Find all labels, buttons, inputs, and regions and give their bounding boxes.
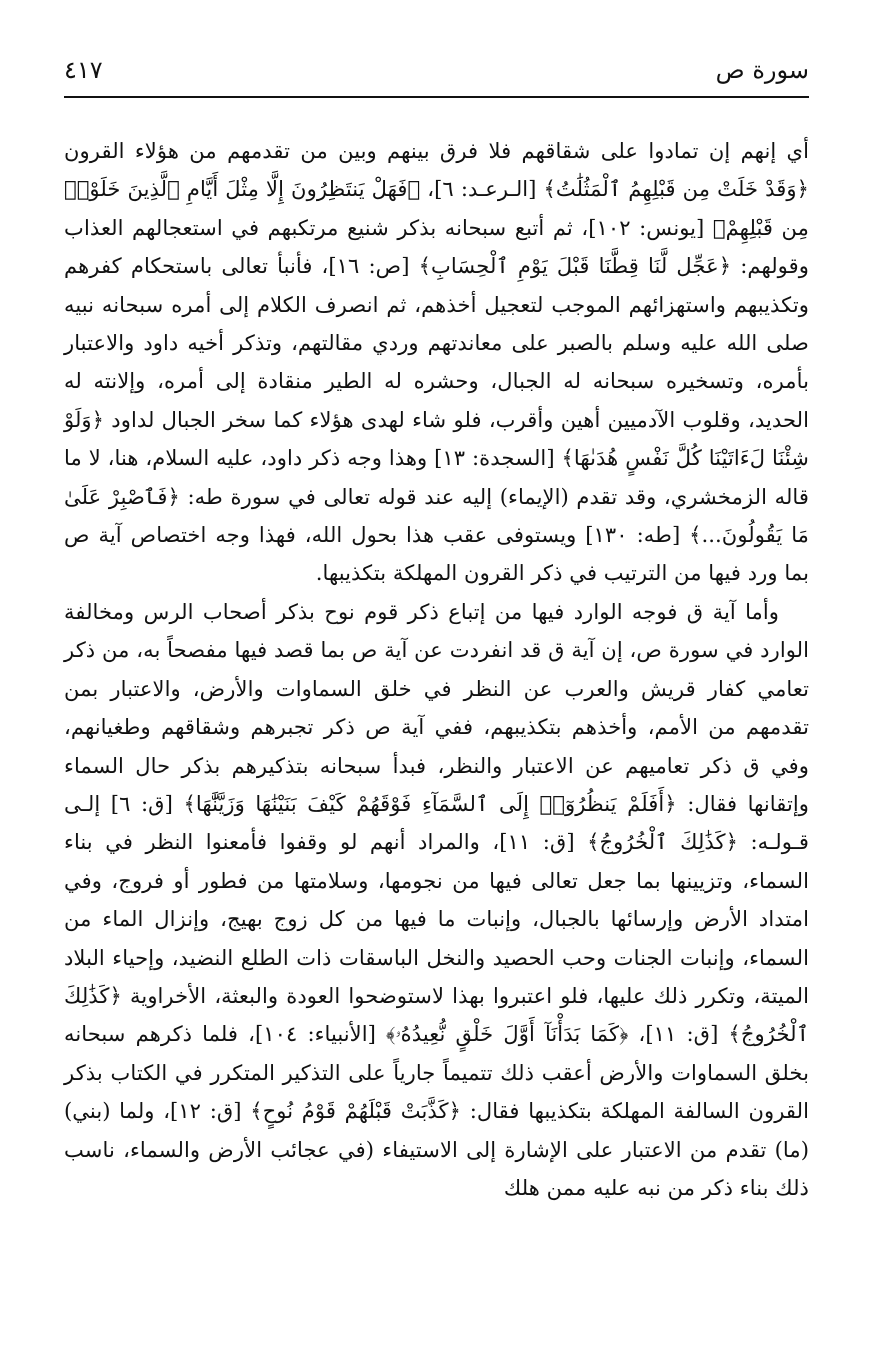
page-body [64, 132, 809, 1207]
page-header [64, 46, 809, 96]
paragraph: وأما آية ق فوجه الوارد فيها من إتباع ذكر قوم نوح بذكر أصحاب الرس ومخالفة الوارد في سورة ص، إن آية ق قد انفردت عن آية ص بما قصد فيها مفصحاً به، من ذكر تعامي كفار قريش والعرب عن النظر في خلق السماوات والأرض، والاعتبار بمن تقدمهم من الأمم، وأخذهم بتكذيبهم، ففي آية ص ذكر تجبرهم وشقاقهم وطغيانهم، وفي ق ذكر تعاميهم عن الاعتبار والنظر، فبدأ سبحانه بتذكيرهم بذكر حال السماء وإتقانها فقال: ﴿أَفَلَمْ يَنظُرُوٓا۟ إِلَى ٱلسَّمَآءِ فَوْقَهُمْ كَيْفَ بَنَيْنَٰهَا وَزَيَّنَّٰهَا﴾ [ق: ٦] إلـى قـولـه: ﴿كَذَٰلِكَ ٱلْخُرُوجُ﴾ [ق: ١١]، والمراد أنهم لو وقفوا فأمعنوا النظر في بناء السماء، وتزيينها بما جعل تعالى فيها من نجومها، وسلامتها من فطور أو فروج، وفي امتداد الأرض وإرسائها بالجبال، وإنبات ما فيها من كل زوج بهيج، وإنزال الماء من السماء، وإنبات الجنات وحب الحصيد والنخل الباسقات ذات الطلع النضيد، وإحياء البلاد الميتة، وتكرر ذلك عليها، فلو اعتبروا بهذا لاستوضحوا العودة والبعثة، الأخراوية ﴿كَذَٰلِكَ ٱلْخُرُوجُ﴾ [ق: ١١]، ﴿كَمَا بَدَأْنَآ أَوَّلَ خَلْقٍ نُّعِيدُهُۥ﴾ [الأنبياء: ١٠٤]، فلما ذكرهم سبحانه بخلق السماوات والأرض أعقب ذلك تتميماً جارياً على التذكير المتكرر في الكتاب بذكر القرون السالفة المهلكة بتكذيبها فقال: ﴿كَذَّبَتْ قَبْلَهُمْ قَوْمُ نُوحٍ﴾ [ق: ١٢]، ولما (بني) (ما) تقدم من الاعتبار على الإشارة إلى الاستيفاء (في عجائب الأرض والسماء، ناسب ذلك بناء ذكر من نبه عليه ممن هلك [64, 598, 809, 1200]
page-number: ٤١٧ [64, 56, 103, 84]
header-rule [64, 96, 809, 98]
paragraph: أي إنهم إن تمادوا على شقاقهم فلا فرق بينهم وبين من تقدمهم من هؤلاء القرون ﴿وَقَدْ خَلَتْ مِن قَبْلِهِمُ ٱلْمَثُلَٰتُ﴾ [الـرعـد: ٦]، ﴿فَهَلْ يَنتَظِرُونَ إِلَّا مِثْلَ أَيَّامِ ٱلَّذِينَ خَلَوْا۟ مِن قَبْلِهِمْ﴾ [يونس: ١٠٢]، ثم أتبع سبحانه بذكر شنيع مرتكبهم في استعجالهم العذاب وقولهم: ﴿عَجِّل لَّنَا قِطَّنَا قَبْلَ يَوْمِ ٱلْحِسَابِ﴾ [ص: ١٦]، فأنبأ تعالى باستحكام كفرهم وتكذيبهم واستهزائهم الموجب لتعجيل أخذهم، ثم انصرف الكلام إلى أمره سبحانه نبيه صلى الله عليه وسلم بالصبر على معاندتهم وردي مقالتهم، وتذكر أخيه داود والاعتبار بأمره، وتسخيره سبحانه له الجبال، وحشره له الطير منقادة إلى أمره، وإلانته له الحديد، وقلوب الآدميين أهين وأقرب، فلو شاء لهدى هؤلاء كما سخر الجبال لداود ﴿وَلَوْ شِئْنَا لَءَاتَيْنَا كُلَّ نَفْسٍ هُدَىٰهَا﴾ [السجدة: ١٣] وهذا وجه ذكر داود، عليه السلام، هنا، لا ما قاله الزمخشري، وقد تقدم (الإيماء) إليه عند قوله تعالى في سورة طه: ﴿فَٱصْبِرْ عَلَىٰ مَا يَقُولُونَ...﴾ [طه: ١٣٠] ويستوفى عقب هذا بحول الله، فهذا وجه اختصاص آية ص بما ورد فيها من الترتيب في ذكر القرون المهلكة بتكذيبها. [64, 138, 809, 586]
surah-title: سورة ص [715, 56, 809, 84]
